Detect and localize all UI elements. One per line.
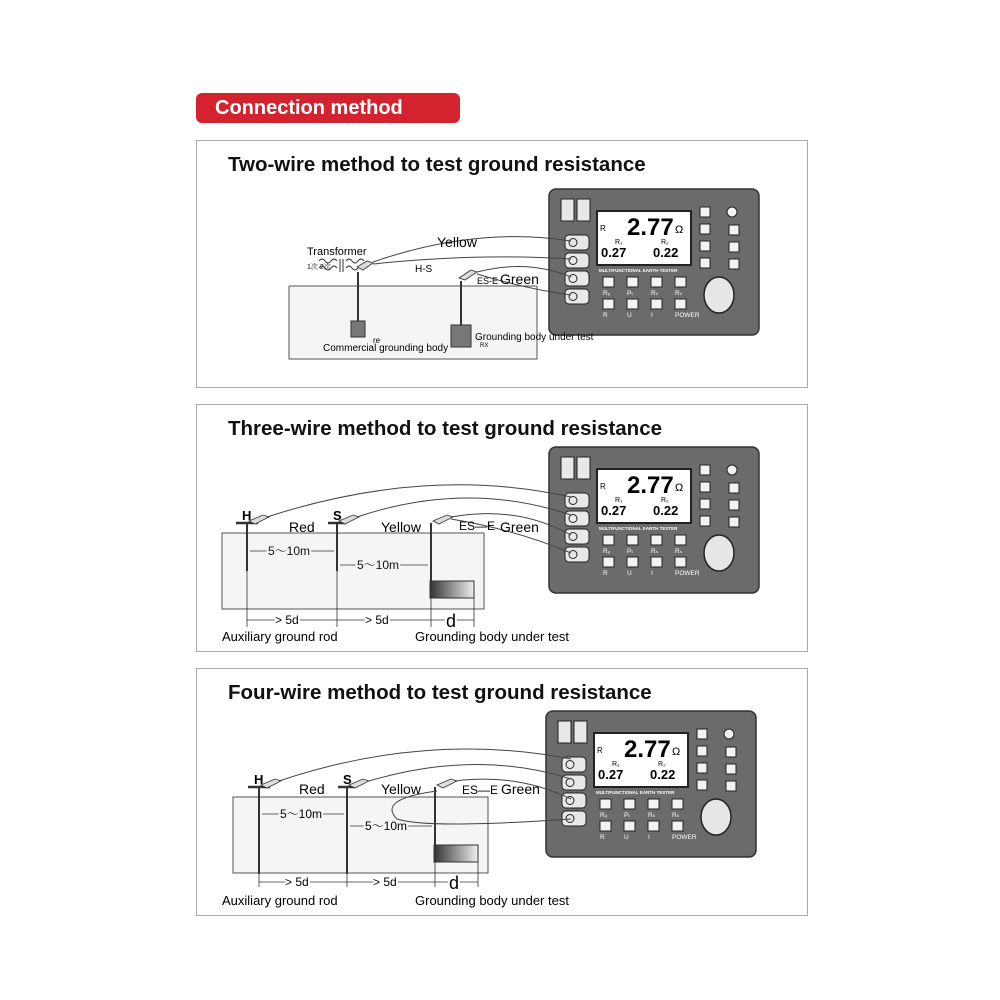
power-indicator — [727, 465, 737, 475]
function-key-label: Rₑ — [603, 548, 611, 555]
ese-label: ES—E — [459, 519, 496, 533]
function-key — [651, 535, 662, 545]
function-key — [624, 821, 635, 831]
function-key — [648, 799, 659, 809]
grounding-label: Grounding body under test — [415, 629, 569, 644]
function-key — [603, 535, 614, 545]
function-key — [624, 799, 635, 809]
top-socket — [577, 199, 590, 221]
yellow-wire — [369, 764, 571, 781]
side-key — [729, 517, 739, 527]
rx-label: RX — [480, 343, 489, 349]
yellow-label: Yellow — [381, 781, 421, 797]
clip-yellow — [339, 515, 359, 524]
hs-wire — [373, 257, 571, 264]
function-key-label: I — [651, 312, 653, 319]
side-key — [729, 500, 739, 510]
function-key-label: Rₛ — [672, 812, 680, 819]
yellow-label: Yellow — [381, 519, 421, 535]
device-band-text: MULTIFUNCTIONAL EARTH TESTER — [599, 526, 678, 531]
function-key-label: Pₜ — [627, 548, 634, 555]
function-key-label: U — [624, 834, 629, 841]
side-key — [729, 259, 739, 269]
function-key — [627, 299, 638, 309]
s-label: S — [343, 772, 352, 787]
clip-red — [261, 779, 281, 788]
top-socket — [574, 721, 587, 743]
red-label: Red — [299, 781, 325, 797]
green-label: Green — [500, 519, 539, 535]
function-key — [603, 557, 614, 567]
function-key — [675, 299, 686, 309]
side-key — [729, 483, 739, 493]
device-band-text: MULTIFUNCTIONAL EARTH TESTER — [596, 790, 675, 795]
side-key — [697, 780, 707, 790]
ese-label: ES—E — [462, 783, 499, 797]
red-label: Red — [289, 519, 315, 535]
clip-green — [437, 779, 457, 788]
side-key — [700, 258, 710, 268]
sub-reading-left: 0.27 — [598, 767, 624, 782]
earth-tester-device — [549, 189, 759, 335]
three-wire-panel — [196, 404, 808, 652]
function-key-label: I — [651, 570, 653, 577]
five-d-2-label: > 5d — [365, 613, 389, 627]
four-wire-diagram — [197, 669, 807, 915]
function-key-label: Pₜ — [624, 812, 631, 819]
label-r: R — [600, 482, 606, 491]
distance-1-label: 5～10m — [280, 807, 323, 821]
function-key — [603, 277, 614, 287]
function-key-label: POWER — [675, 570, 700, 577]
sub-reading-right: 0.22 — [653, 245, 679, 260]
three-wire-diagram — [197, 405, 807, 651]
green-label: Green — [500, 271, 539, 287]
sub-reading-left: 0.27 — [601, 245, 627, 260]
side-key — [700, 207, 710, 217]
main-reading: 2.77 — [624, 736, 671, 763]
function-key-label: Rₛ — [675, 290, 683, 297]
clip-yellow — [349, 779, 369, 788]
function-key — [651, 299, 662, 309]
unit: Ω — [675, 224, 684, 236]
sub-reading-right: 0.22 — [650, 767, 676, 782]
five-d-1-label: > 5d — [275, 613, 299, 627]
top-socket — [561, 199, 574, 221]
unit: Ω — [672, 746, 681, 758]
function-key — [627, 557, 638, 567]
function-key-label: U — [627, 570, 632, 577]
grounding-label: Grounding body under test — [415, 893, 569, 908]
label-r2: R₂ — [661, 497, 669, 504]
function-key — [651, 277, 662, 287]
section-title: Connection method — [215, 97, 403, 119]
function-key-label: Rₑ — [600, 812, 608, 819]
label-r1: R₁ — [612, 761, 620, 768]
section-badge — [196, 93, 460, 123]
panel-title: Two-wire method to test ground resistance — [228, 153, 646, 176]
function-key-label: Rₛ — [651, 290, 659, 297]
function-key-label: R — [600, 834, 605, 841]
sub-reading-right: 0.22 — [653, 503, 679, 518]
side-key — [700, 516, 710, 526]
earth-tester-device — [549, 447, 759, 593]
function-key — [651, 557, 662, 567]
panel-title: Four-wire method to test ground resistance — [228, 681, 652, 704]
side-key — [729, 225, 739, 235]
s-label: S — [333, 508, 342, 523]
earth-tester-device — [546, 711, 756, 857]
distance-2-label: 5～10m — [365, 819, 408, 833]
distance-1-label: 5～10m — [268, 544, 311, 558]
side-key — [726, 781, 736, 791]
function-key-label: Rₛ — [648, 812, 656, 819]
h-label: H — [254, 772, 264, 787]
panel-title: Three-wire method to test ground resistance — [228, 417, 662, 440]
label-r2: R₂ — [661, 239, 669, 246]
two-wire-panel — [196, 140, 808, 388]
five-d-1-label: > 5d — [285, 875, 309, 889]
side-key — [726, 764, 736, 774]
function-key — [627, 277, 638, 287]
function-key — [648, 821, 659, 831]
side-key — [697, 763, 707, 773]
label-r1: R₁ — [615, 497, 623, 504]
test-grounding-body — [434, 845, 478, 862]
test-grounding-body — [430, 581, 474, 598]
green-label: Green — [501, 781, 540, 797]
test-grounding-body — [451, 325, 471, 347]
side-key — [700, 465, 710, 475]
d-label: d — [449, 873, 460, 893]
function-key-label: R — [603, 570, 608, 577]
label-r: R — [600, 224, 606, 233]
distance-2-label: 5～10m — [357, 558, 400, 572]
main-reading: 2.77 — [627, 472, 674, 499]
top-socket — [561, 457, 574, 479]
red-wire — [279, 749, 571, 781]
side-key — [700, 482, 710, 492]
side-key — [697, 746, 707, 756]
clip-green — [433, 515, 453, 524]
function-key — [672, 821, 683, 831]
function-key-label: Rₑ — [603, 290, 611, 297]
side-key — [700, 499, 710, 509]
commercial-grounding-body — [351, 321, 365, 337]
ese-label: ES-E — [477, 276, 499, 286]
clip-ese — [459, 270, 477, 280]
function-key — [603, 299, 614, 309]
rotary-knob — [704, 277, 734, 313]
label-r: R — [597, 746, 603, 755]
side-key — [729, 242, 739, 252]
aux-label: Auxiliary ground rod — [222, 629, 338, 644]
red-wire — [267, 485, 571, 517]
four-wire-panel — [196, 668, 808, 916]
transformer-label: Transformer — [307, 246, 367, 258]
function-key-label: Rₛ — [675, 548, 683, 555]
sub-reading-left: 0.27 — [601, 503, 627, 518]
function-key — [672, 799, 683, 809]
function-key-label: POWER — [672, 834, 697, 841]
side-key — [700, 224, 710, 234]
function-key — [627, 535, 638, 545]
clip-hs — [357, 261, 373, 270]
yellow-label: Yellow — [437, 234, 477, 250]
top-socket — [577, 457, 590, 479]
function-key-label: U — [627, 312, 632, 319]
unit: Ω — [675, 482, 684, 494]
function-key — [675, 535, 686, 545]
device-band-text: MULTIFUNCTIONAL EARTH TESTER — [599, 268, 678, 273]
function-key-label: Rₛ — [651, 548, 659, 555]
label-r1: R₁ — [615, 239, 623, 246]
function-key-label: R — [603, 312, 608, 319]
rotary-knob — [701, 799, 731, 835]
clip-red — [249, 515, 269, 524]
function-key — [600, 821, 611, 831]
d-label: d — [446, 611, 457, 631]
main-reading: 2.77 — [627, 214, 674, 241]
function-key-label: Pₜ — [627, 290, 634, 297]
top-socket — [558, 721, 571, 743]
commercial-label: Commercial grounding body — [323, 343, 449, 354]
hs-label: H-S — [415, 264, 433, 275]
power-indicator — [724, 729, 734, 739]
h-label: H — [242, 508, 252, 523]
function-key — [675, 557, 686, 567]
function-key — [675, 277, 686, 287]
power-indicator — [727, 207, 737, 217]
side-key — [700, 241, 710, 251]
transformer-coil-label: 1次 2次 — [307, 264, 331, 271]
five-d-2-label: > 5d — [373, 875, 397, 889]
re-label: re — [373, 336, 381, 345]
side-key — [726, 747, 736, 757]
side-key — [697, 729, 707, 739]
function-key-label: I — [648, 834, 650, 841]
yellow-wire — [357, 498, 571, 517]
function-key — [600, 799, 611, 809]
two-wire-diagram — [197, 141, 807, 387]
grounding-label: Grounding body under test — [475, 332, 594, 343]
label-r2: R₂ — [658, 761, 666, 768]
rotary-knob — [704, 535, 734, 571]
function-key-label: POWER — [675, 312, 700, 319]
aux-label: Auxiliary ground rod — [222, 893, 338, 908]
